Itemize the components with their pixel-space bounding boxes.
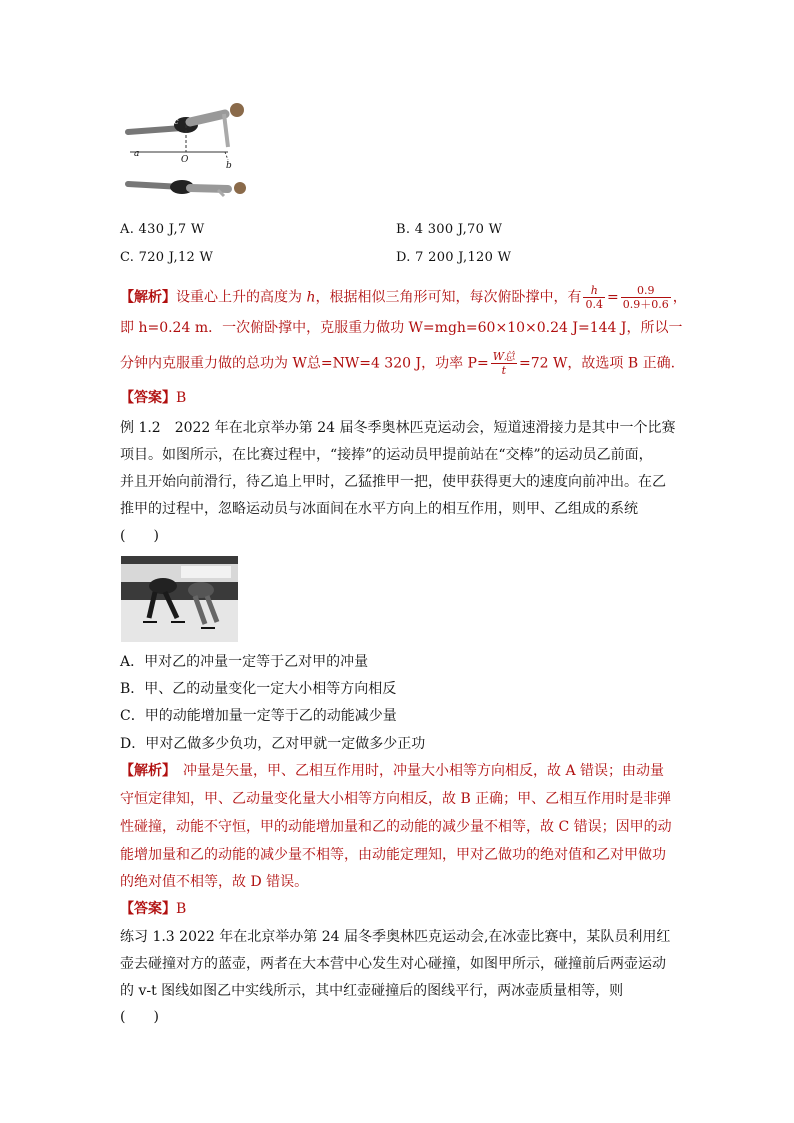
analysis1-line1 (120, 284, 687, 311)
exercise13-line1: 练习 1.3 2022 年在北京举办第 24 届冬季奥林匹克运动会,在冰壶比赛中，某队员利用红 (120, 929, 671, 945)
q1-option-b: B. 4 300 J,70 W (396, 222, 503, 237)
exercise13-line4: ( ) (120, 1009, 159, 1025)
frac3-den: t (501, 364, 507, 377)
analysis2-line1 (120, 761, 664, 781)
analysis1-l3-a: 分钟内克服重力做的总功为 W总=NW=4 320 J，功率 P= (120, 355, 489, 372)
analysis2-tag: 【解析】 (120, 763, 169, 779)
frac2-den: 0.9＋0.6 (622, 298, 669, 311)
q1-option-c: C. 720 J,12 W (120, 250, 214, 265)
exercise13-line2: 壶去碰撞对方的蓝壶，两者在大本营中心发生对心碰撞，如图甲所示，碰撞前后两壶运动 (120, 956, 666, 972)
answer1 (120, 388, 186, 408)
analysis1-var-h: h (306, 289, 316, 306)
q2-option-d: D．甲对乙做多少负功，乙对甲就一定做多少正功 (120, 736, 426, 752)
analysis1-comma: ， (672, 289, 687, 306)
example12-line2: 项目。如图所示，在比赛过程中，“接捧”的运动员甲提前站在“交棒”的运动员乙前面， (120, 447, 653, 463)
analysis2-line2: 守恒定律知，甲、乙动量变化量大小相等方向相反，故 B 正确；甲、乙相互作用时是非弹 (120, 791, 672, 807)
analysis1-line2: 即 h=0.24 m．一次俯卧撑中，克服重力做功 W=mgh=60×10×0.24 J=144 J，所以一 (120, 320, 683, 336)
frac1-den: 0.4 (585, 298, 603, 311)
analysis2-line3: 性碰撞，动能不守恒，甲的动能增加量和乙的动能的减少量不相等，故 C 错误；因甲的动 (120, 819, 672, 835)
q2-option-b: B．甲、乙的动量变化一定大小相等方向相反 (120, 681, 397, 697)
fraction-h-over-04 (583, 284, 605, 311)
q2-option-c: C．甲的动能增加量一定等于乙的动能减少量 (120, 708, 397, 724)
answer1-value: B (176, 390, 187, 406)
frac1-num: h (583, 284, 605, 298)
answer2-value: B (176, 901, 187, 917)
equals-sign: = (606, 289, 619, 306)
answer2 (120, 899, 186, 919)
analysis1-l3-b: =72 W，故选项 B 正确. (519, 355, 676, 372)
analysis1-line3 (120, 350, 675, 377)
example12-line4: 推甲的过程中，忽略运动员与冰面间在水平方向上的相互作用，则甲、乙组成的系统 (120, 501, 638, 517)
example12-line5: ( ) (120, 528, 159, 544)
analysis1-text-a: 设重心上升的高度为 (176, 289, 307, 306)
q1-option-d: D. 7 200 J,120 W (396, 250, 512, 265)
fraction-ratio (621, 284, 671, 311)
exercise13-line3: 的 v-t 图线如图乙中实线所示，其中红壶碰撞后的图线平行，两冰壶质量相等，则 (120, 983, 624, 999)
analysis2-line4: 能增加量和乙的动能的减少量不相等，由动能定理知，甲对乙做功的绝对值和乙对甲做功 (120, 847, 666, 863)
label-a: a (134, 149, 140, 159)
label-b: b (226, 161, 232, 171)
frac3-num: W总 (492, 350, 515, 363)
answer1-tag: 【答案】 (120, 390, 176, 406)
q2-option-a: A．甲对乙的冲量一定等于乙对甲的冲量 (120, 654, 369, 670)
skating-illustration (121, 556, 238, 642)
analysis1-tag: 【解析】 (120, 289, 176, 306)
q1-option-a: A. 430 J,7 W (120, 222, 205, 237)
pushup-illustration (120, 92, 270, 202)
frac2-num: 0.9 (621, 284, 671, 298)
pushup-figure (120, 92, 270, 202)
fraction-power (491, 350, 517, 377)
speed-skating-photo (121, 556, 238, 642)
analysis2-line5: 的绝对值不相等，故 D 错误。 (120, 874, 309, 890)
analysis1-text-b: ，根据相似三角形可知，每次俯卧撑中，有 (315, 289, 582, 306)
answer2-tag: 【答案】 (120, 901, 176, 917)
analysis2-l1: 冲量是矢量，甲、乙相互作用时，冲量大小相等方向相反，故 A 错误；由动量 (169, 763, 665, 779)
example12-line1: 例 1.2 2022 年在北京举办第 24 届冬季奥林匹克运动会，短道速滑接力是其中一个比赛 (120, 420, 676, 436)
label-c: c (174, 117, 179, 126)
label-o: O (181, 155, 189, 165)
example12-line3: 并且开始向前滑行，待乙追上甲时，乙猛推甲一把，使甲获得更大的速度向前冲出。在乙 (120, 474, 666, 490)
